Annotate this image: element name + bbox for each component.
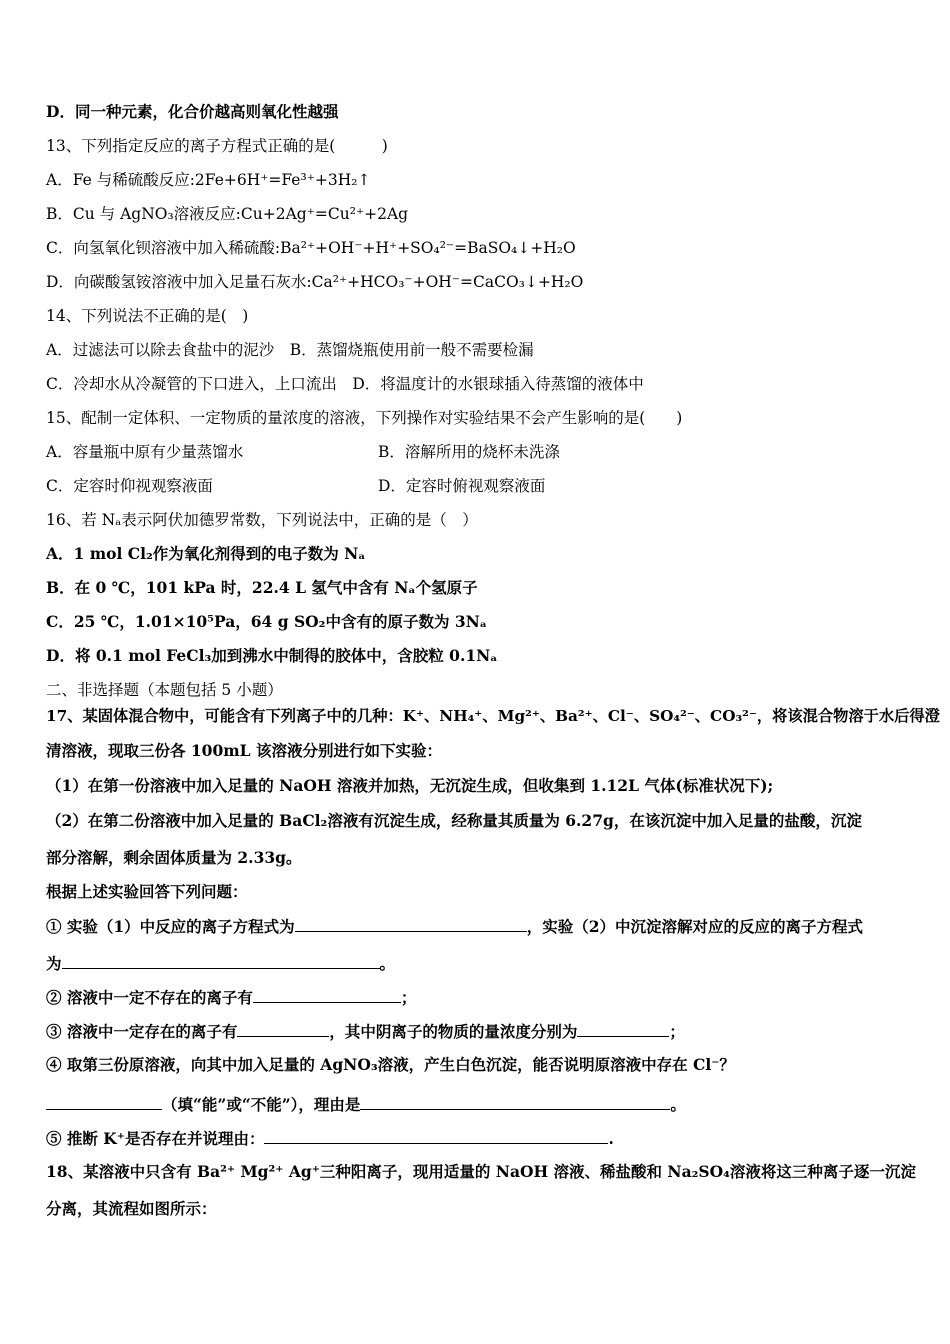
q16-option-a: A．1 mol Cl₂作为氧化剂得到的电子数为 Nₐ	[46, 544, 366, 563]
q16-option-c: C．25 ℃，1.01×10⁵Pa，64 g SO₂中含有的原子数为 3Nₐ	[46, 612, 488, 631]
q17-sub3-text-b: ，其中阴离子的物质的量浓度分别为	[329, 1022, 578, 1041]
q15-option-b: B．溶解所用的烧杯未洗涤	[378, 443, 560, 461]
q17-sub4-text-b: （填“能”或“不能”），理由是	[162, 1095, 361, 1114]
q17-sub2-text-b: ；	[400, 988, 417, 1007]
q13-option-b: B．Cu 与 AgNO₃溶液反应:Cu+2Ag⁺=Cu²⁺+2Ag	[46, 205, 409, 223]
q17-experiment-2-line2: 部分溶解，剩余固体质量为 2.33g。	[46, 848, 302, 867]
answer-blank-7[interactable]	[360, 1093, 670, 1110]
q14-stem: 14、下列说法不正确的是( )	[46, 307, 249, 325]
q17-sub1-line1	[46, 915, 863, 938]
q12-option-d: D．同一种元素，化合价越高则氧化性越强	[46, 102, 339, 121]
q17-sub1-text-b: ，实验（2）中沉淀溶解对应的反应的离子方程式	[526, 917, 863, 936]
q17-sub5-text-b: .	[608, 1129, 614, 1148]
q15-option-d: D．定容时俯视观察液面	[378, 477, 546, 495]
q17-sub5-text-a: ⑤ 推断 K⁺是否存在并说理由：	[46, 1129, 265, 1148]
q14-options-ab: A．过滤法可以除去食盐中的泥沙 B．蒸馏烧瓶使用前一般不需要检漏	[46, 341, 534, 359]
q17-ask: 根据上述实验回答下列问题：	[46, 882, 248, 901]
q17-sub3-text-a: ③ 溶液中一定存在的离子有	[46, 1022, 238, 1041]
q17-sub1-line2	[46, 952, 395, 975]
q17-stem-line2: 清溶液，现取三份各 100mL 该溶液分别进行如下实验：	[46, 741, 442, 760]
q15-stem: 15、配制一定体积、一定物质的量浓度的溶液，下列操作对实验结果不会产生影响的是( )	[46, 409, 683, 427]
q17-experiment-1: （1）在第一份溶液中加入足量的 NaOH 溶液并加热，无沉淀生成，但收集到 1.12L 气体(标准状况下);	[46, 776, 774, 795]
q17-sub4-line2	[46, 1093, 686, 1116]
q17-sub1-text-d: 。	[379, 954, 396, 973]
q16-stem: 16、若 Nₐ表示阿伏加德罗常数，下列说法中，正确的是（ ）	[46, 511, 478, 529]
q17-sub2	[46, 986, 416, 1009]
q14-options-cd: C．冷却水从冷凝管的下口进入，上口流出 D．将温度计的水银球插入待蒸馏的液体中	[46, 375, 644, 393]
q13-option-c: C．向氢氧化钡溶液中加入稀硫酸:Ba²⁺+OH⁻+H⁺+SO₄²⁻=BaSO₄↓+H₂O	[46, 239, 576, 257]
q18-stem-line2: 分离，其流程如图所示：	[46, 1199, 217, 1218]
q17-sub4-line1: ④ 取第三份原溶液，向其中加入足量的 AgNO₃溶液，产生白色沉淀，能否说明原溶液中存在 Cl⁻？	[46, 1055, 735, 1074]
q17-sub3	[46, 1020, 685, 1043]
q15-option-a: A．容量瓶中原有少量蒸馏水	[46, 443, 244, 461]
q17-sub5	[46, 1127, 614, 1150]
q13-option-d: D．向碳酸氢铵溶液中加入足量石灰水:Ca²⁺+HCO₃⁻+OH⁻=CaCO₃↓+H₂O	[46, 273, 584, 291]
q13-option-a: A．Fe 与稀硫酸反应:2Fe+6H⁺=Fe³⁺+3H₂↑	[46, 171, 371, 189]
answer-blank-3[interactable]	[253, 986, 401, 1003]
q17-sub1-text-c: 为	[46, 954, 62, 973]
answer-blank-4[interactable]	[237, 1020, 329, 1037]
answer-blank-2[interactable]	[62, 952, 380, 969]
q17-sub2-text-a: ② 溶液中一定不存在的离子有	[46, 988, 253, 1007]
q18-stem-line1: 18、某溶液中只含有 Ba²⁺ Mg²⁺ Ag⁺三种阳离子，现用适量的 NaOH 溶液、稀盐酸和 Na₂SO₄溶液将这三种离子逐一沉淀	[46, 1162, 916, 1181]
answer-blank-1[interactable]	[295, 915, 527, 932]
answer-blank-6[interactable]	[46, 1093, 162, 1110]
q17-sub1-text-a: ① 实验（1）中反应的离子方程式为	[46, 917, 295, 936]
q17-experiment-2-line1: （2）在第二份溶液中加入足量的 BaCl₂溶液有沉淀生成，经称量其质量为 6.27g，在该沉淀中加入足量的盐酸，沉淀	[46, 811, 862, 830]
q15-option-c: C．定容时仰视观察液面	[46, 477, 213, 495]
q17-sub3-text-c: ；	[669, 1022, 685, 1041]
answer-blank-5[interactable]	[577, 1020, 669, 1037]
q17-sub4-text-c: 。	[670, 1095, 686, 1114]
q17-stem-line1: 17、某固体混合物中，可能含有下列离子中的几种：K⁺、NH₄⁺、Mg²⁺、Ba²⁺、Cl⁻、SO₄²⁻、CO₃²⁻，将该混合物溶于水后得澄	[46, 707, 940, 725]
section-heading: 二、非选择题（本题包括 5 小题）	[46, 681, 283, 699]
q16-option-d: D．将 0.1 mol FeCl₃加到沸水中制得的胶体中，含胶粒 0.1Nₐ	[46, 646, 498, 665]
answer-blank-8[interactable]	[264, 1127, 608, 1144]
q13-stem: 13、下列指定反应的离子方程式正确的是( )	[46, 137, 388, 155]
q16-option-b: B．在 0 ℃，101 kPa 时，22.4 L 氢气中含有 Nₐ个氢原子	[46, 578, 478, 597]
